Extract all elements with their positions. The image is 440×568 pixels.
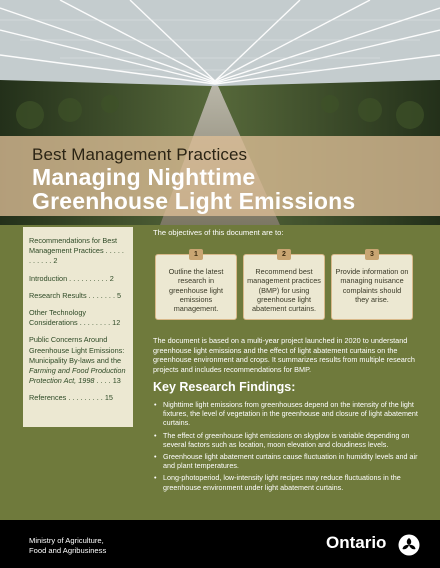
footer <box>0 520 440 568</box>
key-findings-list <box>153 400 425 495</box>
trillium-icon <box>398 534 420 556</box>
document-title-line1: Managing Nighttime <box>32 164 256 190</box>
ministry-name-line1: Ministry of Agriculture, <box>29 536 104 545</box>
toc-item-public-concerns[interactable] <box>29 335 127 386</box>
finding-item: • Greenhouse light abatement curtains cause fluctuation in humidity levels and air and plant temperatures. <box>153 452 425 470</box>
objective-box-3 <box>331 254 413 320</box>
finding-item: • The effect of greenhouse light emissions on skyglow is variable depending on several factors such as location, moon elevation and cloudiness levels. <box>153 431 425 449</box>
document-subtitle: Best Management Practices <box>32 145 248 164</box>
objective-number-1: 1 <box>189 249 203 260</box>
toc-item-references[interactable]: References . . . . . . . . . 15 <box>29 393 113 403</box>
table-of-contents <box>23 227 133 427</box>
objective-box-1 <box>155 254 237 320</box>
objective-text-2: Recommend best management practices (BMP) for using greenhouse light abatement curtains. <box>247 267 321 314</box>
toc-item-public-concerns-act: Farming and Food Production Protection Act, 1998 <box>29 366 126 386</box>
finding-item: • Long-photoperiod, low-intensity light recipes may reduce fluctuations in the greenhouse environment under light abatement curtains. <box>153 473 425 491</box>
toc-item-recommendations[interactable]: Recommendations for Best Management Practices . . . . . . . . . . . 2 <box>29 236 124 266</box>
objective-text-1: Outline the latest research in greenhouse light emissions management. <box>168 267 224 314</box>
objective-number-3: 3 <box>365 249 379 260</box>
objective-box-2 <box>243 254 325 320</box>
finding-item: • Nighttime light emissions from greenhouses depend on the intensity of the light fixtures, the level of vegetation in the greenhouse and closure of light abatement curtains. <box>153 400 425 428</box>
toc-item-public-concerns-page: . . . . 13 <box>94 376 121 386</box>
document-summary-paragraph: The document is based on a multi-year project launched in 2020 to understand greenhouse light emissions and the effect of light abatement curtains on the greenhouse environment and crops. It summarizes results from multiple research projects and includes recommendations for BMP. <box>153 336 415 374</box>
toc-item-public-concerns-text: Public Concerns Around Greenhouse Light Emissions: Municipality By-laws and the <box>29 335 125 365</box>
key-findings-heading: Key Research Findings: <box>153 380 296 394</box>
toc-item-introduction[interactable]: Introduction . . . . . . . . . . 2 <box>29 273 114 283</box>
document-title-line2: Greenhouse Light Emissions <box>32 188 356 214</box>
objective-text-3: Provide information on managing nuisance complaints should they arise. <box>335 267 409 304</box>
objectives-intro: The objectives of this document are to: <box>153 228 284 237</box>
toc-item-research-results[interactable]: Research Results . . . . . . . 5 <box>29 290 122 300</box>
ministry-name-line2: Food and Agribusiness <box>29 546 107 555</box>
objective-number-2: 2 <box>277 249 291 260</box>
toc-item-other-technology[interactable]: Other Technology Considerations . . . . . . . . 12 <box>29 308 121 328</box>
ontario-logo-text: Ontario <box>326 533 387 552</box>
